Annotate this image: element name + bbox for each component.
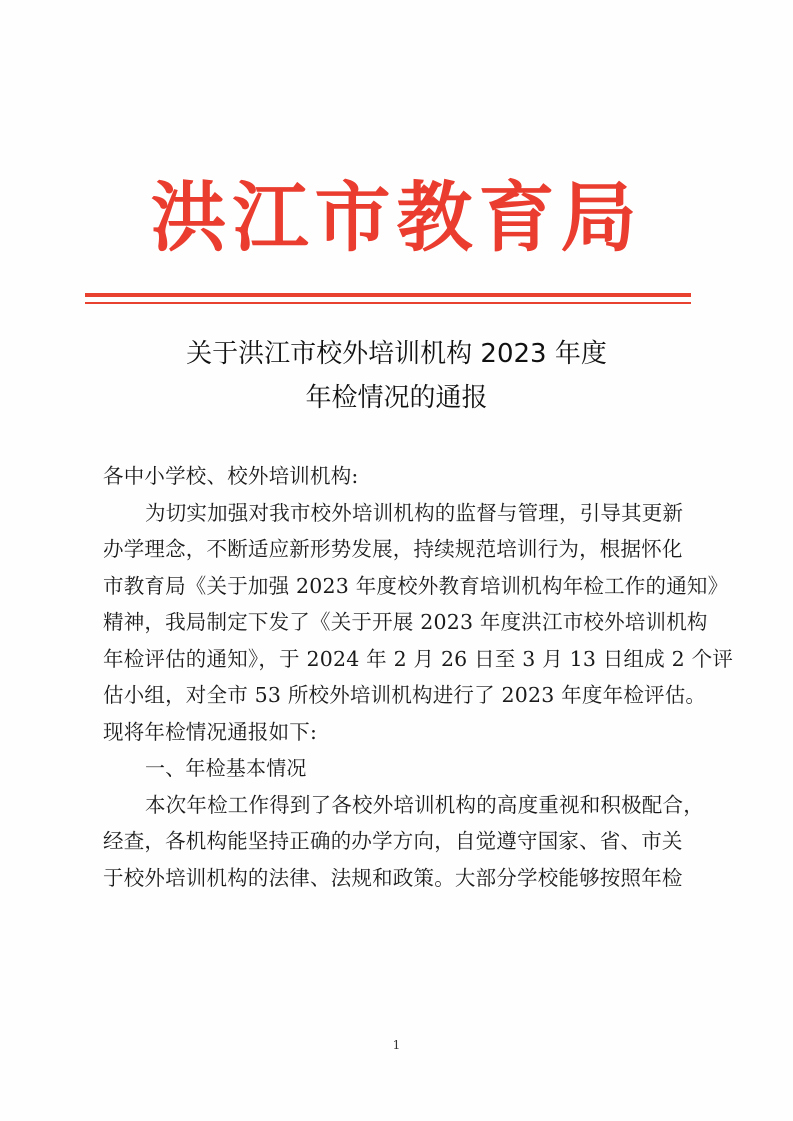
para1-line: 市教育局《关于加强 2023 年度校外教育培训机构年检工作的通知》 <box>103 573 729 598</box>
section-heading: 一、年检基本情况 <box>145 756 307 780</box>
document-body <box>103 458 734 896</box>
para2-line: 本次年检工作得到了各校外培训机构的高度重视和积极配合， <box>145 792 704 817</box>
letterhead-red-rule-thin <box>85 302 691 304</box>
para1-line: 为切实加强对我市校外培训机构的监督与管理，引导其更新 <box>145 500 684 525</box>
para1-line: 精神，我局制定下发了《关于开展 2023 年度洪江市校外培训机构 <box>103 610 708 634</box>
para2-line: 经查，各机构能坚持正确的办学方向，自觉遵守国家、省、市关 <box>103 829 683 853</box>
page-number: 1 <box>392 1038 401 1052</box>
letterhead-org-name: 洪江市教育局 <box>150 173 643 262</box>
document-title-line-1: 关于洪江市校外培训机构 2023 年度 <box>186 339 607 369</box>
para1-line: 估小组，对全市 53 所校外培训机构进行了 2023 年度年检评估。 <box>103 683 707 707</box>
para1-line: 现将年检情况通报如下: <box>103 719 318 744</box>
letterhead-red-rule-thick <box>85 293 691 297</box>
para1-line: 年检评估的通知》，于 2024 年 2 月 26 日至 3 月 13 日组成 2 个评 <box>103 646 734 671</box>
document-title-line-2: 年检情况的通报 <box>305 383 488 413</box>
para1-line: 办学理念，不断适应新形势发展，持续规范培训行为，根据怀化 <box>103 537 683 561</box>
para2-line: 于校外培训机构的法律、法规和政策。大部分学校能够按照年检 <box>103 865 683 890</box>
salutation: 各中小学校、校外培训机构: <box>103 464 359 488</box>
